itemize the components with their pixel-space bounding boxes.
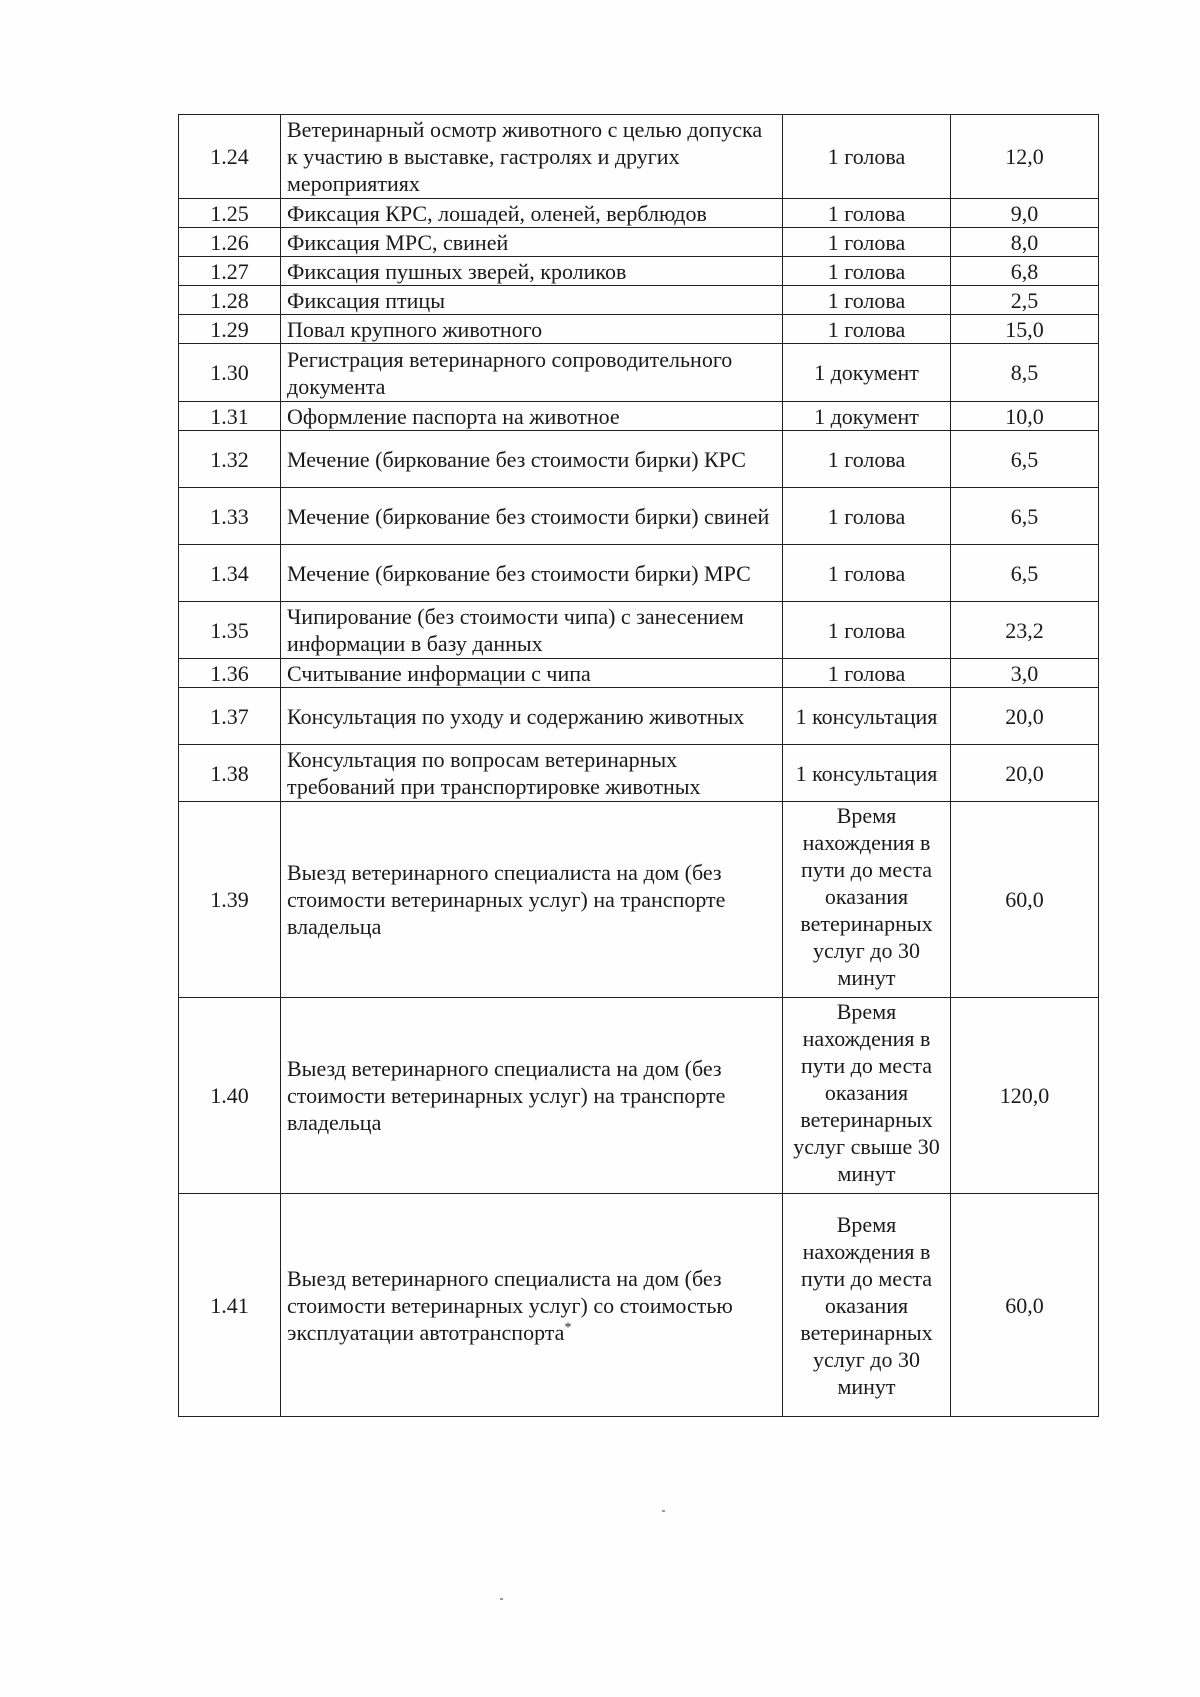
service-name: Мечение (биркование без стоимости бирки) КРС — [281, 431, 783, 488]
price-cell: 6,5 — [951, 545, 1099, 602]
unit-cell: 1 консультация — [783, 745, 951, 802]
row-number: 1.36 — [179, 659, 281, 688]
service-name: Фиксация птицы — [281, 286, 783, 315]
service-name: Чипирование (без стоимости чипа) с занесением информации в базу данных — [281, 602, 783, 659]
unit-cell: 1 документ — [783, 402, 951, 431]
row-number: 1.25 — [179, 199, 281, 228]
unit-cell: 1 голова — [783, 659, 951, 688]
unit-cell: 1 голова — [783, 315, 951, 344]
service-name: Оформление паспорта на животное — [281, 402, 783, 431]
table-row — [179, 402, 1099, 431]
price-cell: 12,0 — [951, 115, 1099, 199]
table-row — [179, 257, 1099, 286]
scan-speck — [500, 1598, 503, 1600]
table-row — [179, 344, 1099, 402]
table-row — [179, 488, 1099, 545]
footnote-mark: * — [564, 1320, 572, 1336]
unit-cell: 1 голова — [783, 286, 951, 315]
unit-cell: 1 голова — [783, 257, 951, 286]
unit-cell: Время нахождения в пути до места оказания ветеринарных услуг до 30 минут — [783, 1194, 951, 1417]
unit-cell: 1 голова — [783, 115, 951, 199]
price-cell: 8,0 — [951, 228, 1099, 257]
price-cell: 20,0 — [951, 688, 1099, 745]
row-number: 1.39 — [179, 802, 281, 998]
unit-cell: 1 голова — [783, 545, 951, 602]
service-name: Ветеринарный осмотр животного с целью допуска к участию в выставке, гастролях и других мероприятиях — [281, 115, 783, 199]
service-name: Фиксация КРС, лошадей, оленей, верблюдов — [281, 199, 783, 228]
unit-cell: 1 консультация — [783, 688, 951, 745]
table-row — [179, 688, 1099, 745]
table-row — [179, 228, 1099, 257]
table-row — [179, 115, 1099, 199]
service-name: Выезд ветеринарного специалиста на дом (без стоимости ветеринарных услуг) на транспорте владельца — [281, 802, 783, 998]
price-cell: 15,0 — [951, 315, 1099, 344]
table-row — [179, 802, 1099, 998]
row-number: 1.38 — [179, 745, 281, 802]
row-number: 1.34 — [179, 545, 281, 602]
service-name: Консультация по уходу и содержанию животных — [281, 688, 783, 745]
row-number: 1.26 — [179, 228, 281, 257]
row-number: 1.37 — [179, 688, 281, 745]
row-number: 1.41 — [179, 1194, 281, 1417]
table-row — [179, 659, 1099, 688]
unit-cell: 1 голова — [783, 228, 951, 257]
table-row — [179, 998, 1099, 1194]
price-cell: 60,0 — [951, 1194, 1099, 1417]
table-row — [179, 431, 1099, 488]
service-name: Повал крупного животного — [281, 315, 783, 344]
service-name: Фиксация МРС, свиней — [281, 228, 783, 257]
service-name: Консультация по вопросам ветеринарных требований при транспортировке животных — [281, 745, 783, 802]
unit-cell: Время нахождения в пути до места оказания ветеринарных услуг свыше 30 минут — [783, 998, 951, 1194]
tariff-table — [178, 114, 1099, 1417]
service-name — [281, 1194, 783, 1417]
row-number: 1.24 — [179, 115, 281, 199]
unit-cell: 1 голова — [783, 602, 951, 659]
row-number: 1.32 — [179, 431, 281, 488]
price-cell: 20,0 — [951, 745, 1099, 802]
table-row — [179, 1194, 1099, 1417]
table-row — [179, 199, 1099, 228]
price-cell: 8,5 — [951, 344, 1099, 402]
row-number: 1.33 — [179, 488, 281, 545]
price-cell: 6,8 — [951, 257, 1099, 286]
service-name: Фиксация пушных зверей, кроликов — [281, 257, 783, 286]
scan-speck — [662, 1510, 665, 1512]
unit-cell: 1 голова — [783, 431, 951, 488]
row-number: 1.29 — [179, 315, 281, 344]
unit-cell: 1 голова — [783, 488, 951, 545]
table-row — [179, 286, 1099, 315]
table-row — [179, 545, 1099, 602]
price-cell: 120,0 — [951, 998, 1099, 1194]
price-cell: 60,0 — [951, 802, 1099, 998]
table-row — [179, 745, 1099, 802]
service-name: Считывание информации с чипа — [281, 659, 783, 688]
service-name: Мечение (биркование без стоимости бирки) свиней — [281, 488, 783, 545]
row-number: 1.35 — [179, 602, 281, 659]
row-number: 1.28 — [179, 286, 281, 315]
price-cell: 3,0 — [951, 659, 1099, 688]
unit-cell: 1 документ — [783, 344, 951, 402]
price-cell: 9,0 — [951, 199, 1099, 228]
price-cell: 6,5 — [951, 431, 1099, 488]
service-name: Мечение (биркование без стоимости бирки) МРС — [281, 545, 783, 602]
service-name-text: Выезд ветеринарного специалиста на дом (без стоимости ветеринарных услуг) со стоимостью эксплуатации автотранспорта — [287, 1265, 733, 1345]
row-number: 1.31 — [179, 402, 281, 431]
row-number: 1.40 — [179, 998, 281, 1194]
unit-cell: Время нахождения в пути до места оказания ветеринарных услуг до 30 минут — [783, 802, 951, 998]
price-cell: 23,2 — [951, 602, 1099, 659]
row-number: 1.30 — [179, 344, 281, 402]
price-cell: 10,0 — [951, 402, 1099, 431]
price-cell: 2,5 — [951, 286, 1099, 315]
table-row — [179, 315, 1099, 344]
unit-cell: 1 голова — [783, 199, 951, 228]
row-number: 1.27 — [179, 257, 281, 286]
service-name: Регистрация ветеринарного сопроводительного документа — [281, 344, 783, 402]
table-row — [179, 602, 1099, 659]
price-cell: 6,5 — [951, 488, 1099, 545]
service-name: Выезд ветеринарного специалиста на дом (без стоимости ветеринарных услуг) на транспорте владельца — [281, 998, 783, 1194]
